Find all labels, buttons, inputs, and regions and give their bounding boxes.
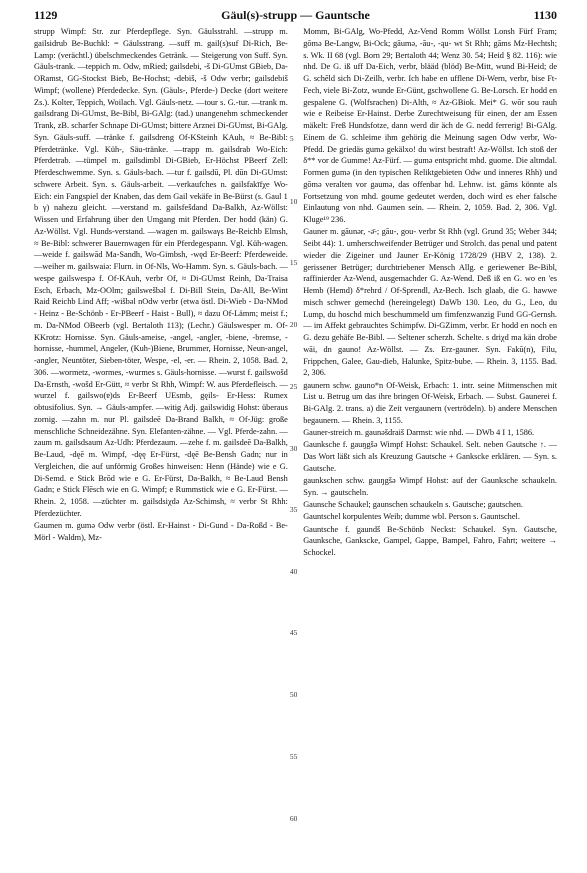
entry-gaunksche: Gaunksche f. gauŋgšə Wimpf Hohst: Schaukel. Selt. neben Gautsche ↑. — Das Wort läßt sich als Kreuzung Gautsche + Gankscke erklären. — Syn. s. Gautsche. [303, 440, 557, 473]
entry-gaunsche: Gaunsche Schaukel; gaunschen schaukeln s. Gautsche; gautschen. [303, 500, 523, 509]
line-number: 30 [289, 444, 298, 453]
page-number-left: 1129 [34, 8, 58, 22]
entry-gauntsche: Gauntsche f. gaundš Be-Schönb Neckst: Schaukel. Syn. Gautsche, Gaunksche, Gankscke, Gampel, Gappe, Bampel, Fahro, Fahrt; weitere → Schockel. [303, 524, 557, 557]
entry-gaeuls-compounds: strupp Wimpf: Str. zur Pferdepflege. Syn. Gäulsstrahl. —strupp m. gailsidrub Be-Buchkl: = Gäulsstrang. —suff m. gail(s)suf Di-Rich, Be-Lamp: (verächtl.) übelschmeckendes Getränk. — Steigerung von Suff. Syn. Gäuls-trank. —teppich m. Odw, mRied; gailsdebi, -š Di-GUmst GBieb, Da-ORamst, GG-Stockst Bieb, Be-Hochst; -debiš, -š Odw verbr; gailsdebiš Wimpf; (wollene) Pferdedecke. Syn. (Gäuls-, Pferde-) Decke (dort weitere Zs.). Kolter, Teppich, Woilach. Vgl. Gäuls-netz. —tour s. G.-tur. —trank m. gailsdrang Di-GUmst, Be-Bibl, Bi-GAlg: (tad.) unangenehm schmeckender Trank, zB. scharfer Schnape Di-GUmst; bittere Arznei Di-GUmst, Bi-GAlg. Syn. Gäuls-suff. —tränke f. gailsdreng Of-KSteinh KAuh, ≈ Be-Bibl: Pferdetränke. Vgl. Küh-, Säu-tränke. —trapp m. gailsdrab Wo-Eich: Pferdetrab. —tümpel m. gailsdimbl Di-GBieb, Er-Höchst PBeerf Zell: Pferdeschwemme. Syn. s. Gäuls-bach. —tur f. gailsdū, Pl. dūn Di-GUmst: schwere Arbeit. Syn. s. Gäuls-arbeit. —verkaufches n. gailsfakīfχe Wo-Eich: ein Fangspiel der Knaben, das dem Gail vekäfe in Be-Bürst (s. Gaul 1 b γ) nahezu gleicht. —verstand m. gailsfešdand Da-Balkh, Az-Wöllst: Wissen und Erfahrung über den Umgang mit Pferden. Der hodd (kän) G. Az-Wöllst. Vgl. Hunds-verstand. —wagen m. gailswaγs Be-Reichb Elmsh, ≈ Be-Bibl: schwerer Bauernwagen für ein Pferdegespann. Vgl. Küh-wagen. —weide f. gailswād Ma-Sandh, Wo-Gimbsh, -węd Er-Beerf: Pferdeweide. —weiher m. gailswaiə: Flurn. in Of-Nls, Wo-Hamm. Syn. s. Gäuls-bach. —wespe gailswespə f. Of-KAuh, verbr Of, ≈ Di-GUmst Reinh, Da-Traisa Esch, Erbach, Mz-OOlm; gailswešbəl f. Di-Bill Stein, Da-All, Be-Wint Raid Reichb Lind Aff; -wišbəl nOdw verbr (etwa östl. Di-Wieb - Da-NMod - Heinz - Be-Schönb - Er-PBeerf - Haist - Bull), ≈ dazu Of-Lämm; meist f.; m. Da-NMod OBeerb (vgl. Bertaloth 113); (Lechr.) Gäulswesper m. Of-KKrotz: Hornisse. Syn. Gäuls-ameise, -angel, -angler, -biene, -bremse, -hornisse, -hummel, Angeler, (Kuh-)Biene, Brummer, Hornisse, Neun-angel, -angler, Neuntöter, Sieben-töter, Wespe, -el, -er. — Rhein. 2, 1058. Bad. 2, 306. —wormetz, -wormes, -wurmes s. Gäuls-hornisse. —wurst f. gailswošd Da-Ernsth, -wošd Er-Gütt, ≈ verbr St Rhh, Wimpf: W. aus Pferdefleisch. —wurzel f. gailswo(ɐ)ds Er-Beerf UEsmb, gęils- Er-Hess: Rumex obtusifolius. Syn. → Gäuls-ampfer. —witig Adj. gailswidig Hohst: überaus zornig. —zahn m. nur Pl. gailsdeē Da-Brand Balkh, ≈ Of-Jüg: große menschliche Schneidezähne. Syn. Elefanten-zähne. — Vgl. Pferde-zahn. —zaum m. gailsdsaum Az-Udh: Pferdezaum. —zehe f. m. gailsdeē Da-Balkh, Be-Laud, -dęē m. Wimpf, -dęę Er-Fürst, -dęē Be-Bensh Gadn; nur in Vergleichen, die auf unförmig Großes hinweisen: Henn (Hände) wie e G. Di-Semd. e Stick Brōd wie e G. Er-Fürst, Da-Balkh, ≈ Be-Laud Bensh Gadn; e Stick Flēsch wie en G. Wimpf; e Rummstick wie e G. Er-Fürst. — Rhein. 2, 1058. —züchter m. gailsdsiχdə Az-Schimsh, ≈ verbr St Rhh: Pferdezüchter. [34, 27, 288, 518]
right-column [303, 26, 557, 867]
entry-gauntschel: Gauntschel korpulentes Weib; dumme wbl. Person s. Gauntschel. [303, 512, 520, 522]
line-number-gutter [288, 26, 303, 867]
line-number: 45 [289, 628, 298, 637]
line-number: 50 [289, 690, 298, 699]
entry-gauner: Gauner m. gāunər, -ə̄-; gāu-, gou- verbr St Rhh (vgl. Grund 35; Weber 344; Seibt 44): 1. umherschweifender Betrüger und Strolch. das penal und patent wieder die Zigeiner und Jauner Er-König 1728/29 (HBV 2, 138). 2. gerissener Betrüger; durchtriebener Mensch Allg. e geriewener Be-Bibl, raffinierder Az-Wend, ausgemachder G. Az-Wend. Deß iß en G. wo en 'es Hemb (Hemd) δ*rehrd / Of-Sprendl, Az-Bech. Isch glaab, die G. hawwe misch schwer gemechd (hereingelegt) DaWb 130. Leo, du G., Leo, du Lump, du hoschd mich beschummeld um fimfenzwanzig Fund GG-Gernsh. — im Affekt gebrauchtes Schimpfw. Di-GZimm, verbr. Er hodd en noch en G. dezu gehäfe Be-Bibl. — Seltener scherzh. Schelte. s driχd ma kän drobe wāi, dn gauno! Az-Wöllst. — Zs. Erz-gauner. Syn. Fakū(n), Filu, Frippchen, Galee, Gau-dieb, Halunke, Spitz-bube. — Rhein. 3, 1155. Bad. 2, 306. [303, 227, 557, 378]
page-number-right: 1130 [533, 8, 557, 22]
entry-gaunern: gaunern schw. gauno*n Of-Weisk, Erbach: 1. intr. seine Mitmenschen mit List u. Betrug um das ihre bringen Of-Weisk, Erbach. — Subst. Gaunerei f. Bi-GAlg. 2. trans. a) die Zeit vergaunern (vertrödeln). b) andere Menschen begaunern. — Rhein. 3, 1155. [303, 380, 557, 425]
line-number: 55 [289, 752, 298, 761]
line-number: 10 [289, 197, 298, 206]
entry-gaumen-cont: Momm, Bi-GAlg, Wo-Pfedd, Az-Vend Romm Wöllst Lonsh Fürf Fram; gōmə Be-Langw, Bi-Ock; gāumə, -āu-, -ąu- wt St Rhh; gāms Mz-Hechtsh; s. Wk. II 68 (vgl. Born 29; Bertaloth 44; Wenz 30. 54; Heid § 82. 116): wie nhd. De G. iß uff Da-Eich, verbr, blääd (blöd) Be-Mitt, wund Bi-Heid; de G. schēld sich Di-Zeilh, verbr. Ich habe en ufflene Di-Wern, verbr, bise Ft-Fech, viele Bi-Zotz, wunde Er-Günt, gschwollene G. Be-Lorsch. Er hodd en gespalene G. (Wolfsrachen) Di-Alth, ≈ Az-GBiok. Mei* G. wōr sou rauh wie e Reibeise Er-Hainst. Derbe Zurechtweisung für einen, der am Essen mäkelt: Freß Hundsfotze, dann werd dir äch de G. nedd ferrerig! Bi-GAlg. Einem de G. schleime ihm gehörig die Meinung sagen Odw verbr, Wo-Pfedd. De griedäs gumə gekälxo! du wirst bestraft! Az-Wöllst. Ich stoß der δ** vor de Gumme! Az-Fürf. — gumə entspricht mhd. guome. Die altmdal. Formen gumə (in den typischen Reliktgebieten Odw und inneres Rhh) und gōmə veralten vor gaumə, das offenbar hd. Lehnw. ist. gāms könnte als Fortsetzung von mhd. goume gedeutet werden, doch wird es eher falsche Einlautung von nhd. Gaumen sein. — Rhein. 2, 1059. Bad. 2, 306. Vgl. Kluge¹⁹ 236. [303, 27, 557, 224]
page-header [34, 8, 557, 28]
line-number: 5 [289, 134, 294, 143]
two-column-body [34, 26, 557, 867]
running-head: Gäul(s)-strupp — Gauntsche [221, 8, 370, 22]
line-number: 20 [289, 320, 298, 329]
entry-gaunkschen: gaunkschen schw. gauŋgšə Wimpf Hohst: auf der Gaunksche schaukeln. Syn. → gautscheln. [303, 476, 557, 497]
entry-gaumen-start: Gaumen m. gumə Odw verbr (östl. Er-Hainst - Di-Gund - Da-Roßd - Be-Mörl - Waldm), Mz- [34, 521, 288, 542]
line-number: 40 [289, 567, 298, 576]
entry-gauner-streich: Gauner-streich m. gaunəšdraiš Darmst: wie nhd. — DWb 4 I 1, 1586. [303, 428, 535, 437]
line-number: 15 [289, 258, 298, 267]
line-number: 25 [289, 382, 298, 391]
line-number: 35 [289, 505, 298, 514]
line-number: 60 [289, 814, 298, 823]
left-column [34, 26, 288, 867]
